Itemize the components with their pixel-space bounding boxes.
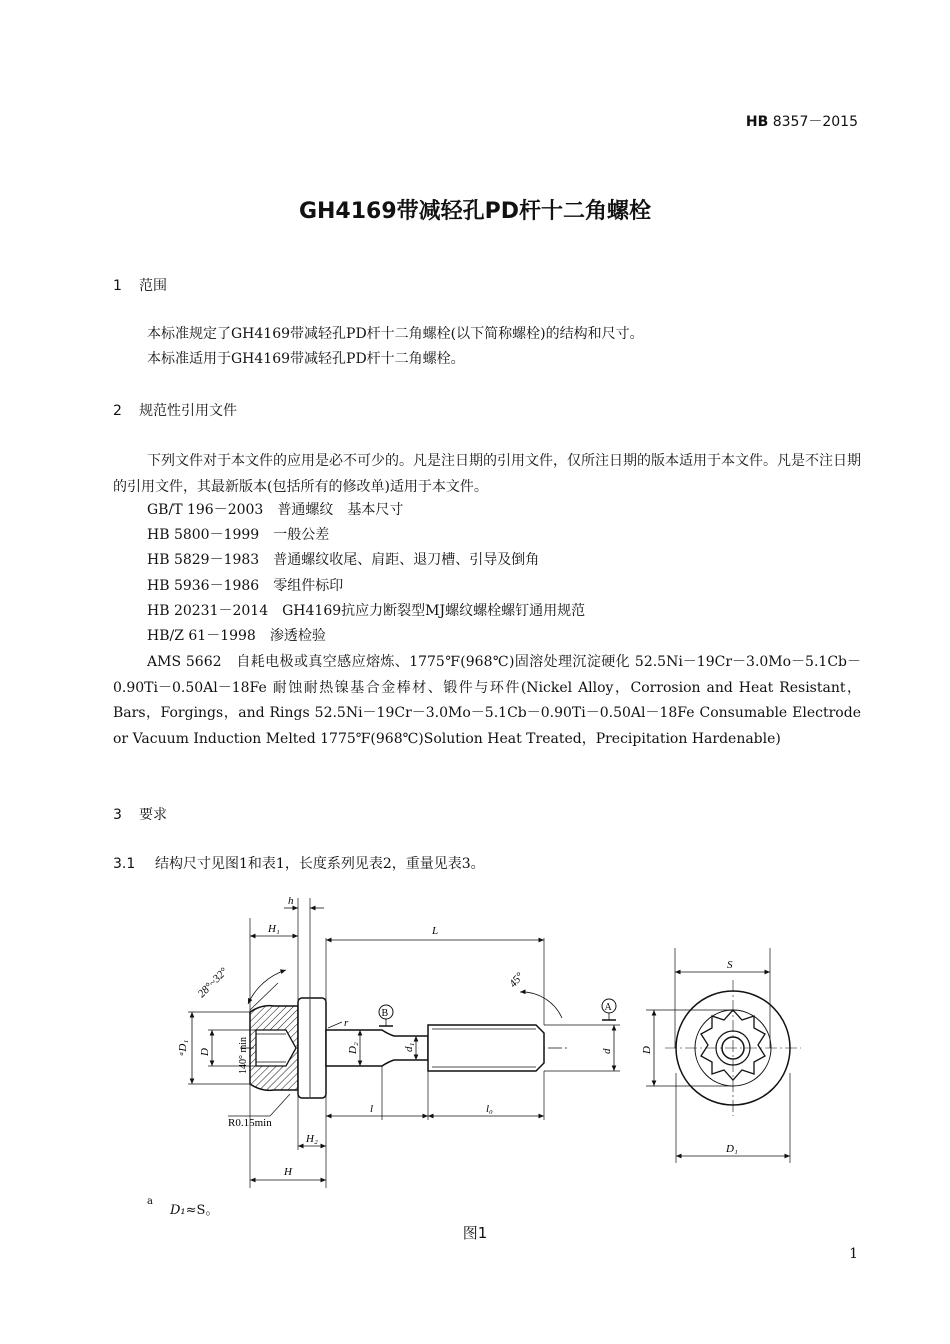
section-1-heading [113,275,167,295]
reference-code: HB 5936－1986 [147,578,260,594]
section-title: 范围 [139,278,167,294]
standard-number [746,111,858,131]
reference-code: HB 20231－2014 [147,603,269,619]
dim-d2-label: D₂ [347,1042,359,1054]
footnote-text: ≈S。 [185,1203,219,1218]
dim-end-d1-label: D₁ [726,1143,738,1155]
reference-title: 渗透检验 [269,628,326,644]
dim-end-d-label: D [641,1046,653,1054]
radius-label: R0.15min [228,1117,272,1129]
fillet-r-label: r [344,1017,349,1029]
dim-d1-outer-label: ᵃD₁ [177,1039,189,1056]
footnote-symbol: D₁ [170,1203,186,1218]
dim-h-total-label: H [284,1166,292,1178]
dim-h2-label: H₂ [306,1133,318,1145]
reference-item [147,524,329,544]
reference-title: 零组件标印 [273,578,344,594]
footnote [170,1199,218,1218]
reference-item [147,499,403,519]
clause-3-1 [113,853,485,873]
section-title: 要求 [139,807,167,823]
reference-item [147,575,343,595]
section-number: 1 [113,278,122,294]
recess-angle-label: 140° min [238,1036,249,1074]
scope-paragraph-1: 本标准规定了GH4169带减轻孔PD杆十二角螺栓(以下简称螺栓)的结构和尺寸。 [147,326,644,342]
dim-d-head-label: D [199,1048,211,1056]
dim-l0-label: l₀ [486,1103,493,1115]
dim-s-label: S [727,959,733,971]
standard-year: 8357－2015 [768,114,858,130]
reference-code: HB/Z 61－1998 [147,628,256,644]
dim-l-total-label: L [432,925,439,937]
reference-code: GB/T 196－2003 [147,502,264,518]
reference-title: GH4169抗应力断裂型MJ螺纹螺栓螺钉通用规范 [282,603,586,619]
dim-small-d1-label: d₁ [403,1042,415,1052]
section-number: 2 [113,403,122,419]
section-2-heading [113,400,237,420]
dim-l-label: l [370,1103,374,1115]
document-title: GH4169带减轻孔PD杆十二角螺栓 [298,199,652,224]
reference-item [147,625,326,645]
thread-angle-label: 45° [507,970,527,990]
head-angle-label: 28°~32° [195,965,231,1001]
standard-code: HB [745,114,769,130]
figure-caption: 图1 [462,1224,488,1242]
datum-b-letter: B [381,1008,389,1019]
dim-h1-label: H₁ [268,923,280,935]
reference-item [147,549,539,569]
footnote-mark: a [147,1196,153,1207]
bolt-flange [298,998,326,1098]
page-number: 1 [849,1246,858,1262]
section-number: 3 [113,807,122,823]
reference-item [147,600,585,620]
clause-number: 3.1 [113,856,136,872]
section-3-heading [113,804,167,824]
reference-code: HB 5829－1983 [147,552,260,568]
section-title: 规范性引用文件 [139,403,237,419]
references-intro: 下列文件对于本文件的应用是必不可少的。凡是注日期的引用文件，仅所注日期的版本适用于本文件。凡是不注日期的引用文件，其最新版本(包括所有的修改单)适用于本文件。 [113,453,861,495]
reference-title: 普通螺纹 基本尺寸 [277,502,404,518]
reference-code: HB 5800－1999 [147,527,260,543]
clause-text: 结构尺寸见图1和表1，长度系列见表2，重量见表3。 [155,856,485,872]
reference-title: 普通螺纹收尾、肩距、退刀槽、引导及倒角 [273,552,540,568]
datum-a-letter: A [604,1002,612,1013]
reference-ams-5662: AMS 5662 自耗电极或真空感应熔炼、1775℉(968℃)固溶处理沉淀硬化 52.5Ni－19Cr－3.0Mo－5.1Cb－0.90Ti－0.50Al－18Fe 耐蚀耐热镍基合金棒材、锻件与环件(Nickel Alloy，Corrosion and Heat Resistant，Bars，Forgings，and Rings 52.5Ni－19Cr－3.0Mo－5.1Cb－0.90Ti－0.50Al－18Fe Consumable Electrode or Vacuum Induction Melted 1775℉(968℃)Solution Heat Treated，Precipitation Hardenable) [113,654,861,747]
bolt-drawing [150,888,820,1188]
dim-h-label: h [288,895,294,907]
scope-paragraph-2: 本标准适用于GH4169带减轻孔PD杆十二角螺栓。 [147,351,465,367]
bolt-thread [428,1025,544,1071]
dim-small-d-label: d [601,1048,613,1054]
reference-title: 一般公差 [273,527,330,543]
